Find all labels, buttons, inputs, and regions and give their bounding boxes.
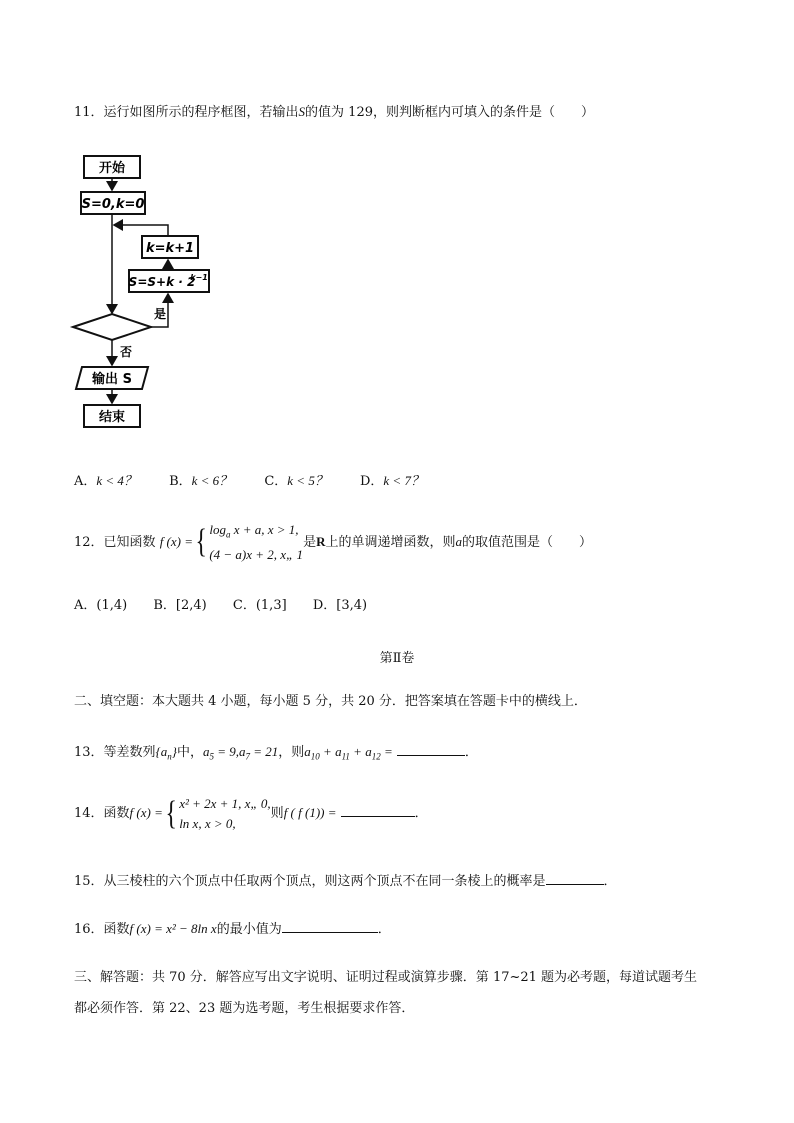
q11-choice-d[interactable]: D．k < 7？ [359, 473, 424, 489]
flow-end-label: 结束 [98, 410, 126, 425]
flow-update-exponent: k−1 [190, 273, 208, 282]
q12-choice-d[interactable]: D．[3,4) [312, 598, 368, 613]
q11-choice-a[interactable]: A．k < 4？ [74, 473, 137, 489]
q13-stem: 13．等差数列$\{a_n\}$中，$a_5 = 9,a_7 = 21$，则$a_{10} + a_{11} + a_{12}$ = ． [74, 741, 478, 766]
q12-choice-a[interactable]: A．(1,4) [74, 598, 128, 613]
flowchart-diagram [68, 150, 228, 440]
flow-no-label: 否 [120, 345, 133, 359]
section3-heading-line2: 都必须作答．第 22、23 题为选考题，考生根据要求作答． [74, 1001, 415, 1016]
q15-stem: 15．从三棱柱的六个顶点中任取两个顶点，则这两个顶点不在同一条棱上的概率是 ． [74, 870, 617, 891]
q16-stem: 16．函数f (x) = x² − 8ln x的最小值为 ． [74, 918, 391, 939]
q12-stem: 12．已知函数 f (x) ={ $\log_a x + a$, x > 1, (4 − a)x + 2, x„ 1 是R上的单调递增函数，则a的取值范围是（ ） [74, 520, 592, 565]
q13-answer-blank[interactable] [397, 741, 465, 756]
q14-piecewise: x² + 2x + 1, x„ 0, ln x, x > 0, [179, 795, 271, 831]
q11-choice-b[interactable]: B．k < 6？ [169, 473, 233, 489]
flow-init-label: S=0,k=0 [81, 197, 145, 212]
q14-stem: 14．函数f (x) ={ x² + 2x + 1, x„ 0, ln x, x > 0, 则f ( f (1)) = ． [74, 794, 428, 832]
q11-choices [74, 472, 452, 491]
flow-update-label: S=S+k · 2 [128, 275, 196, 289]
q11-choice-c[interactable]: C．k < 5？ [264, 473, 328, 489]
q11-stem: 11．运行如图所示的程序框图，若输出S的值为 129，则判断框内可填入的条件是（ ） [74, 104, 594, 120]
flow-start-label: 开始 [98, 161, 126, 176]
flow-output-label: 输出 S [92, 372, 132, 387]
flow-yes-label: 是 [154, 307, 167, 321]
flow-increment-label: k=k+1 [145, 241, 195, 256]
flow-decision-diamond [73, 314, 151, 340]
q12-choice-c[interactable]: C．(1,3] [232, 598, 287, 613]
q16-answer-blank[interactable] [282, 918, 378, 933]
part2-title: 第Ⅱ卷 [379, 651, 415, 666]
q14-answer-blank[interactable] [341, 802, 415, 817]
q12-piecewise: $\log_a x + a$, x > 1, (4 − a)x + 2, x„ 1 [209, 522, 304, 562]
q12-choices [74, 597, 395, 615]
q12-choice-b[interactable]: B．[2,4) [153, 598, 207, 613]
q15-answer-blank[interactable] [546, 870, 604, 885]
section2-heading: 二、填空题：本大题共 4 小题，每小题 5 分，共 20 分．把答案填在答题卡中的横线上． [74, 694, 587, 709]
section3-heading-line1: 三、解答题：共 70 分．解答应写出文字说明、证明过程或演算步骤．第 17~21 题为必考题，每道试题考生 [74, 970, 698, 985]
